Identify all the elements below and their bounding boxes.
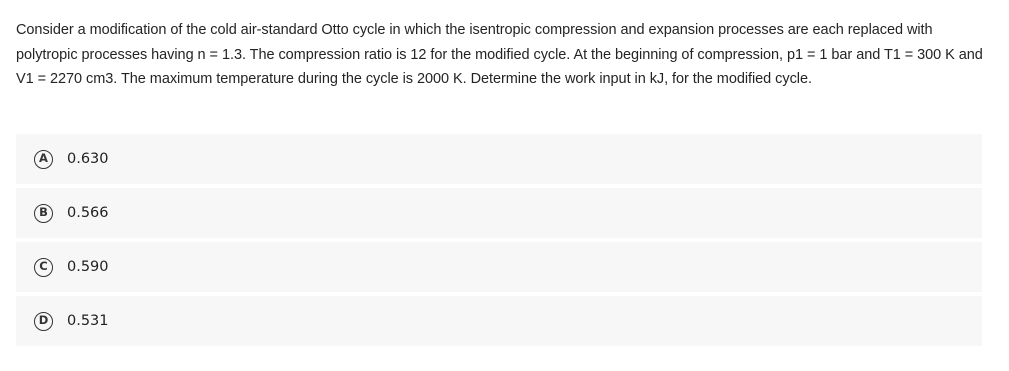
option-c[interactable] — [16, 242, 982, 292]
option-a-letter-badge: A — [34, 150, 53, 169]
option-d[interactable] — [16, 296, 982, 346]
option-a-value: 0.630 — [67, 151, 109, 167]
answer-options — [16, 134, 982, 350]
option-b[interactable] — [16, 188, 982, 238]
option-c-value: 0.590 — [67, 259, 109, 275]
option-b-letter-badge: B — [34, 204, 53, 223]
option-d-letter-badge: D — [34, 312, 53, 331]
question-text: Consider a modification of the cold air-standard Otto cycle in which the isentropic compression and expansion processes are each replaced with polytropic processes having n = 1.3. The compression ratio is 12 for the modified cycle. At the beginning of compression, p1 = 1 bar and T1 = 300 K and V1 = 2270 cm3. The maximum temperature during the cycle is 2000 K. Determine the work input in kJ, for the modified cycle. — [16, 22, 983, 88]
option-c-letter-badge: C — [34, 258, 53, 277]
option-b-value: 0.566 — [67, 205, 109, 221]
option-d-value: 0.531 — [67, 313, 109, 329]
option-a[interactable] — [16, 134, 982, 184]
